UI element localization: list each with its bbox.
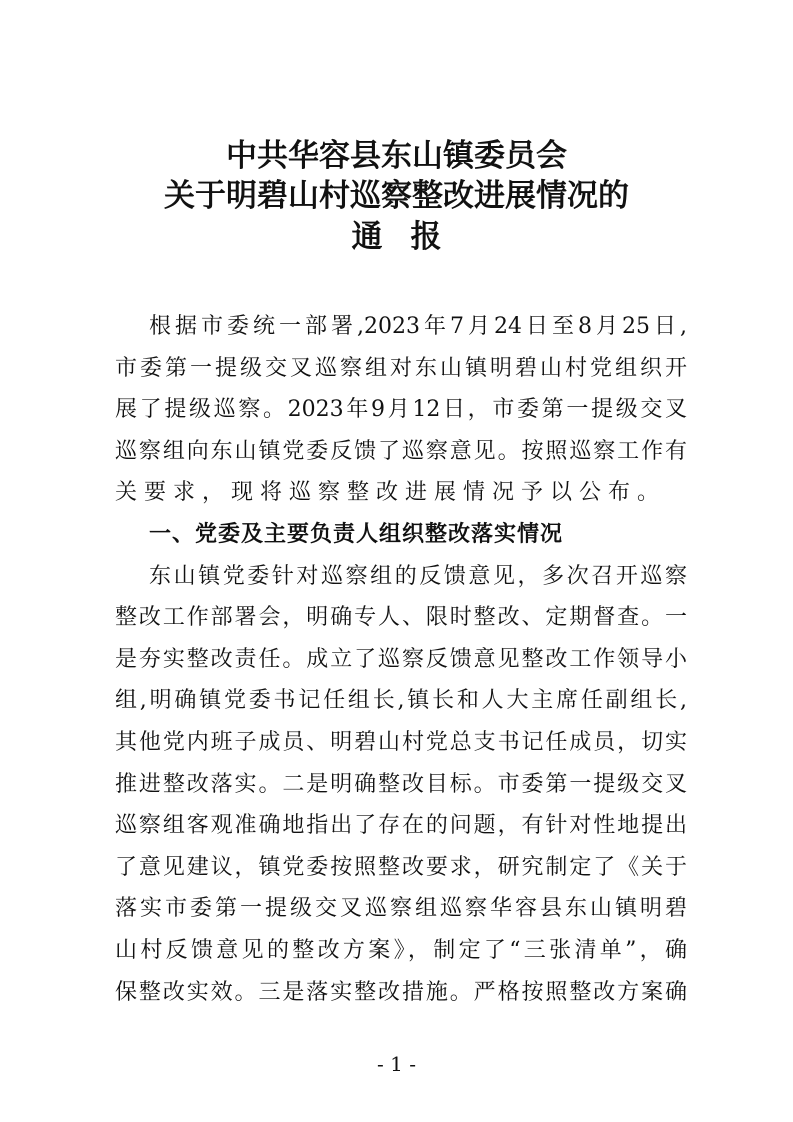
body-line: 推进整改落实。二是明确整改目标。市委第一提级交叉 (115, 771, 687, 797)
body-line: 巡察组客观准确地指出了存在的问题，有针对性地提出 (115, 813, 687, 839)
body-line: 巡察组向东山镇党委反馈了巡察意见。按照巡察工作有 (115, 438, 687, 464)
document-title-line-2: 关于明碧山村巡察整改进展情况的 (164, 178, 629, 214)
section-heading: 一、党委及主要负责人组织整改落实情况 (149, 521, 564, 547)
body-line: 了意见建议，镇党委按照整改要求，研究制定了《关于 (115, 854, 687, 880)
body-line: 展了提级巡察。2023年9月12日，市委第一提级交叉 (115, 397, 687, 423)
body-line: 组,明确镇党委书记任组长,镇长和人大主席任副组长, (115, 688, 687, 714)
body-line: 其他党内班子成员、明碧山村党总支书记任成员，切实 (115, 729, 687, 755)
document-body (115, 306, 687, 1013)
body-line: 根据市委统一部署,2023年7月24日至8月25日, (149, 314, 687, 339)
body-line: 东山镇党委针对巡察组的反馈意见，多次召开巡察 (149, 563, 687, 589)
body-line: 关要求，现将巡察整改进展情况予以公布。 (115, 480, 667, 506)
document-title-line-1: 中共华容县东山镇委员会 (226, 138, 567, 174)
document-title-line-3: 通报 (351, 219, 470, 255)
body-line: 整改工作部署会，明确专人、限时整改、定期督查。一 (115, 605, 687, 631)
body-line: 保整改实效。三是落实整改措施。严格按照整改方案确 (115, 979, 687, 1005)
body-line: 市委第一提级交叉巡察组对东山镇明碧山村党组织开 (115, 355, 687, 381)
page-number: - 1 - (377, 1052, 416, 1076)
body-line: 落实市委第一提级交叉巡察组巡察华容县东山镇明碧 (115, 896, 687, 922)
body-line: 是夯实整改责任。成立了巡察反馈意见整改工作领导小 (115, 646, 687, 672)
body-line: 山村反馈意见的整改方案》，制定了“三张清单”，确 (115, 937, 687, 963)
